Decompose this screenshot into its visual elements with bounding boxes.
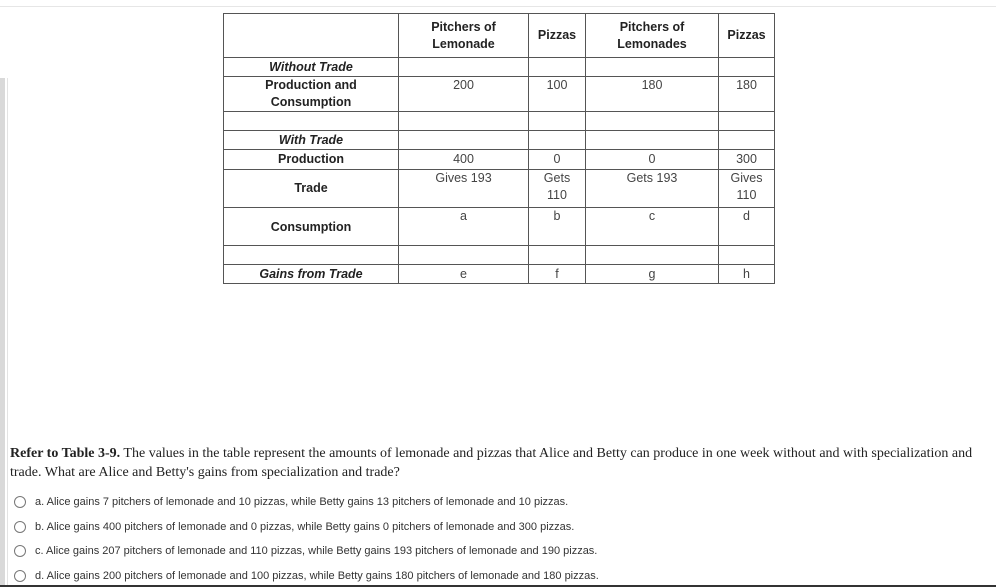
table-cell: b	[529, 208, 586, 246]
table-row	[224, 58, 775, 77]
option-label: d. Alice gains 200 pitchers of lemonade and 100 pizzas, while Betty gains 180 pitchers of lemonade and 180 pizzas.	[35, 570, 599, 582]
radio-icon[interactable]	[14, 496, 26, 508]
row-label-production-consumption: Production and Consumption	[224, 77, 399, 112]
table-cell: 180	[719, 77, 775, 112]
table-row	[224, 265, 775, 284]
table-cell: d	[719, 208, 775, 246]
row-label-production: Production	[224, 150, 399, 170]
header-betty-pizzas: Pizzas	[719, 14, 775, 58]
table-row	[224, 170, 775, 208]
table-cell: 300	[719, 150, 775, 170]
answer-options	[14, 490, 914, 588]
header-empty	[224, 14, 399, 58]
table-cell: a	[399, 208, 529, 246]
table-header-row	[224, 14, 775, 58]
question-reference: Refer to Table 3-9.	[10, 446, 120, 461]
row-label-gains: Gains from Trade	[224, 265, 399, 284]
option-label: c. Alice gains 207 pitchers of lemonade and 110 pizzas, while Betty gains 193 pitchers of lemonade and 190 pizzas.	[35, 545, 597, 557]
answer-option-c[interactable]	[14, 539, 914, 564]
section-label-without-trade: Without Trade	[224, 58, 399, 77]
option-label: a. Alice gains 7 pitchers of lemonade and 10 pizzas, while Betty gains 13 pitchers of lemonade and 10 pizzas.	[35, 496, 568, 508]
answer-option-b[interactable]	[14, 515, 914, 540]
table-cell: Gives 193	[399, 170, 529, 208]
table-cell: Gives 110	[719, 170, 775, 208]
left-scroll-edge	[0, 78, 5, 587]
header-betty-lemonade: Pitchers of Lemonades	[586, 14, 719, 58]
table-cell: 0	[586, 150, 719, 170]
table-cell: 200	[399, 77, 529, 112]
table-row	[224, 131, 775, 150]
table-cell: f	[529, 265, 586, 284]
radio-icon[interactable]	[14, 570, 26, 582]
row-label-consumption: Consumption	[224, 208, 399, 246]
left-edge-line	[7, 78, 8, 587]
radio-icon[interactable]	[14, 545, 26, 557]
table-row	[224, 150, 775, 170]
table-row	[224, 112, 775, 131]
table-row	[224, 208, 775, 246]
table-cell: 0	[529, 150, 586, 170]
question-body: The values in the table represent the amounts of lemonade and pizzas that Alice and Betty can produce in one week without and with specialization and trade. What are Alice and Betty's gains from specialization and trade?	[10, 446, 972, 480]
table-cell: 400	[399, 150, 529, 170]
table-cell: g	[586, 265, 719, 284]
header-alice-pizzas: Pizzas	[529, 14, 586, 58]
table-cell: h	[719, 265, 775, 284]
table-row	[224, 246, 775, 265]
table-cell: c	[586, 208, 719, 246]
option-label: b. Alice gains 400 pitchers of lemonade and 0 pizzas, while Betty gains 0 pitchers of lemonade and 300 pizzas.	[35, 521, 574, 533]
header-alice-lemonade: Pitchers of Lemonade	[399, 14, 529, 58]
table-cell: e	[399, 265, 529, 284]
table-cell: 180	[586, 77, 719, 112]
table-row	[224, 77, 775, 112]
table-cell: Gets 110	[529, 170, 586, 208]
answer-option-a[interactable]	[14, 490, 914, 515]
row-label-trade: Trade	[224, 170, 399, 208]
question-text	[10, 444, 985, 482]
radio-icon[interactable]	[14, 521, 26, 533]
top-divider	[0, 6, 996, 7]
section-label-with-trade: With Trade	[224, 131, 399, 150]
production-table	[223, 13, 775, 284]
table-cell: 100	[529, 77, 586, 112]
table-cell: Gets 193	[586, 170, 719, 208]
